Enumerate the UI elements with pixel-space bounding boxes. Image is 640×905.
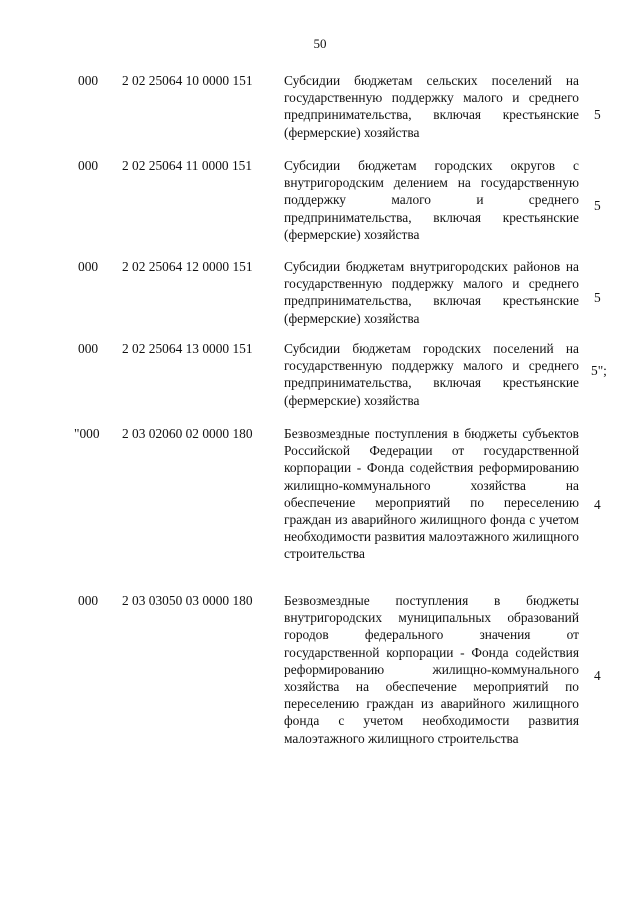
budget-classification-code: 2 02 25064 11 0000 151	[122, 158, 253, 173]
row-marker: 5	[594, 107, 601, 122]
admin-code: "000	[74, 426, 100, 441]
admin-code: 000	[78, 341, 99, 356]
budget-classification-code: 2 03 03050 03 0000 180	[122, 593, 253, 608]
row-description: Субсидии бюджетам городских поселений на государственную поддержку малого и среднего предпринимательства, включая крестьянские (фермерские) хозяйства	[284, 341, 579, 408]
budget-classification-code: 2 02 25064 12 0000 151	[122, 259, 253, 274]
row-marker: 4	[594, 497, 601, 512]
row-description: Безвозмездные поступления в бюджеты внутригородских муниципальных образований городов федерального значения от государственной корпорации - Фонда содействия реформированию жилищно-коммунального хозяйства на обеспечение мероприятий по переселению граждан из аварийного жилищного фонда с учетом необходимости развития малоэтажного жилищного строительства	[284, 593, 579, 746]
row-marker: 4	[594, 668, 601, 683]
budget-classification-code: 2 02 25064 13 0000 151	[122, 341, 253, 356]
budget-classification-code: 2 03 02060 02 0000 180	[122, 426, 253, 441]
budget-classification-code: 2 02 25064 10 0000 151	[122, 73, 253, 88]
row-marker: 5";	[591, 363, 607, 378]
row-description: Субсидии бюджетам внутригородских районов на государственную поддержку малого и среднего предпринимательства, включая крестьянские (фермерские) хозяйства	[284, 259, 579, 326]
admin-code: 000	[78, 158, 99, 173]
row-description: Субсидии бюджетам сельских поселений на государственную поддержку малого и среднего предпринимательства, включая крестьянские (фермерские) хозяйства	[284, 73, 579, 140]
admin-code: 000	[78, 73, 99, 88]
row-marker: 5	[594, 198, 601, 213]
admin-code: 000	[78, 259, 99, 274]
row-description: Безвозмездные поступления в бюджеты субъектов Российской Федерации от государственной корпорации - Фонда содействия реформированию жилищно-коммунального хозяйства на обеспечение мероприятий по переселению граждан из аварийного жилищного фонда с учетом необходимости развития малоэтажного жилищного строительства	[284, 426, 579, 562]
row-marker: 5	[594, 290, 601, 305]
page-number: 50	[313, 36, 327, 51]
admin-code: 000	[78, 593, 99, 608]
row-description: Субсидии бюджетам городских округов с внутригородским делением на государственную поддержку малого и среднего предпринимательства, включая крестьянские (фермерские) хозяйства	[284, 158, 579, 242]
